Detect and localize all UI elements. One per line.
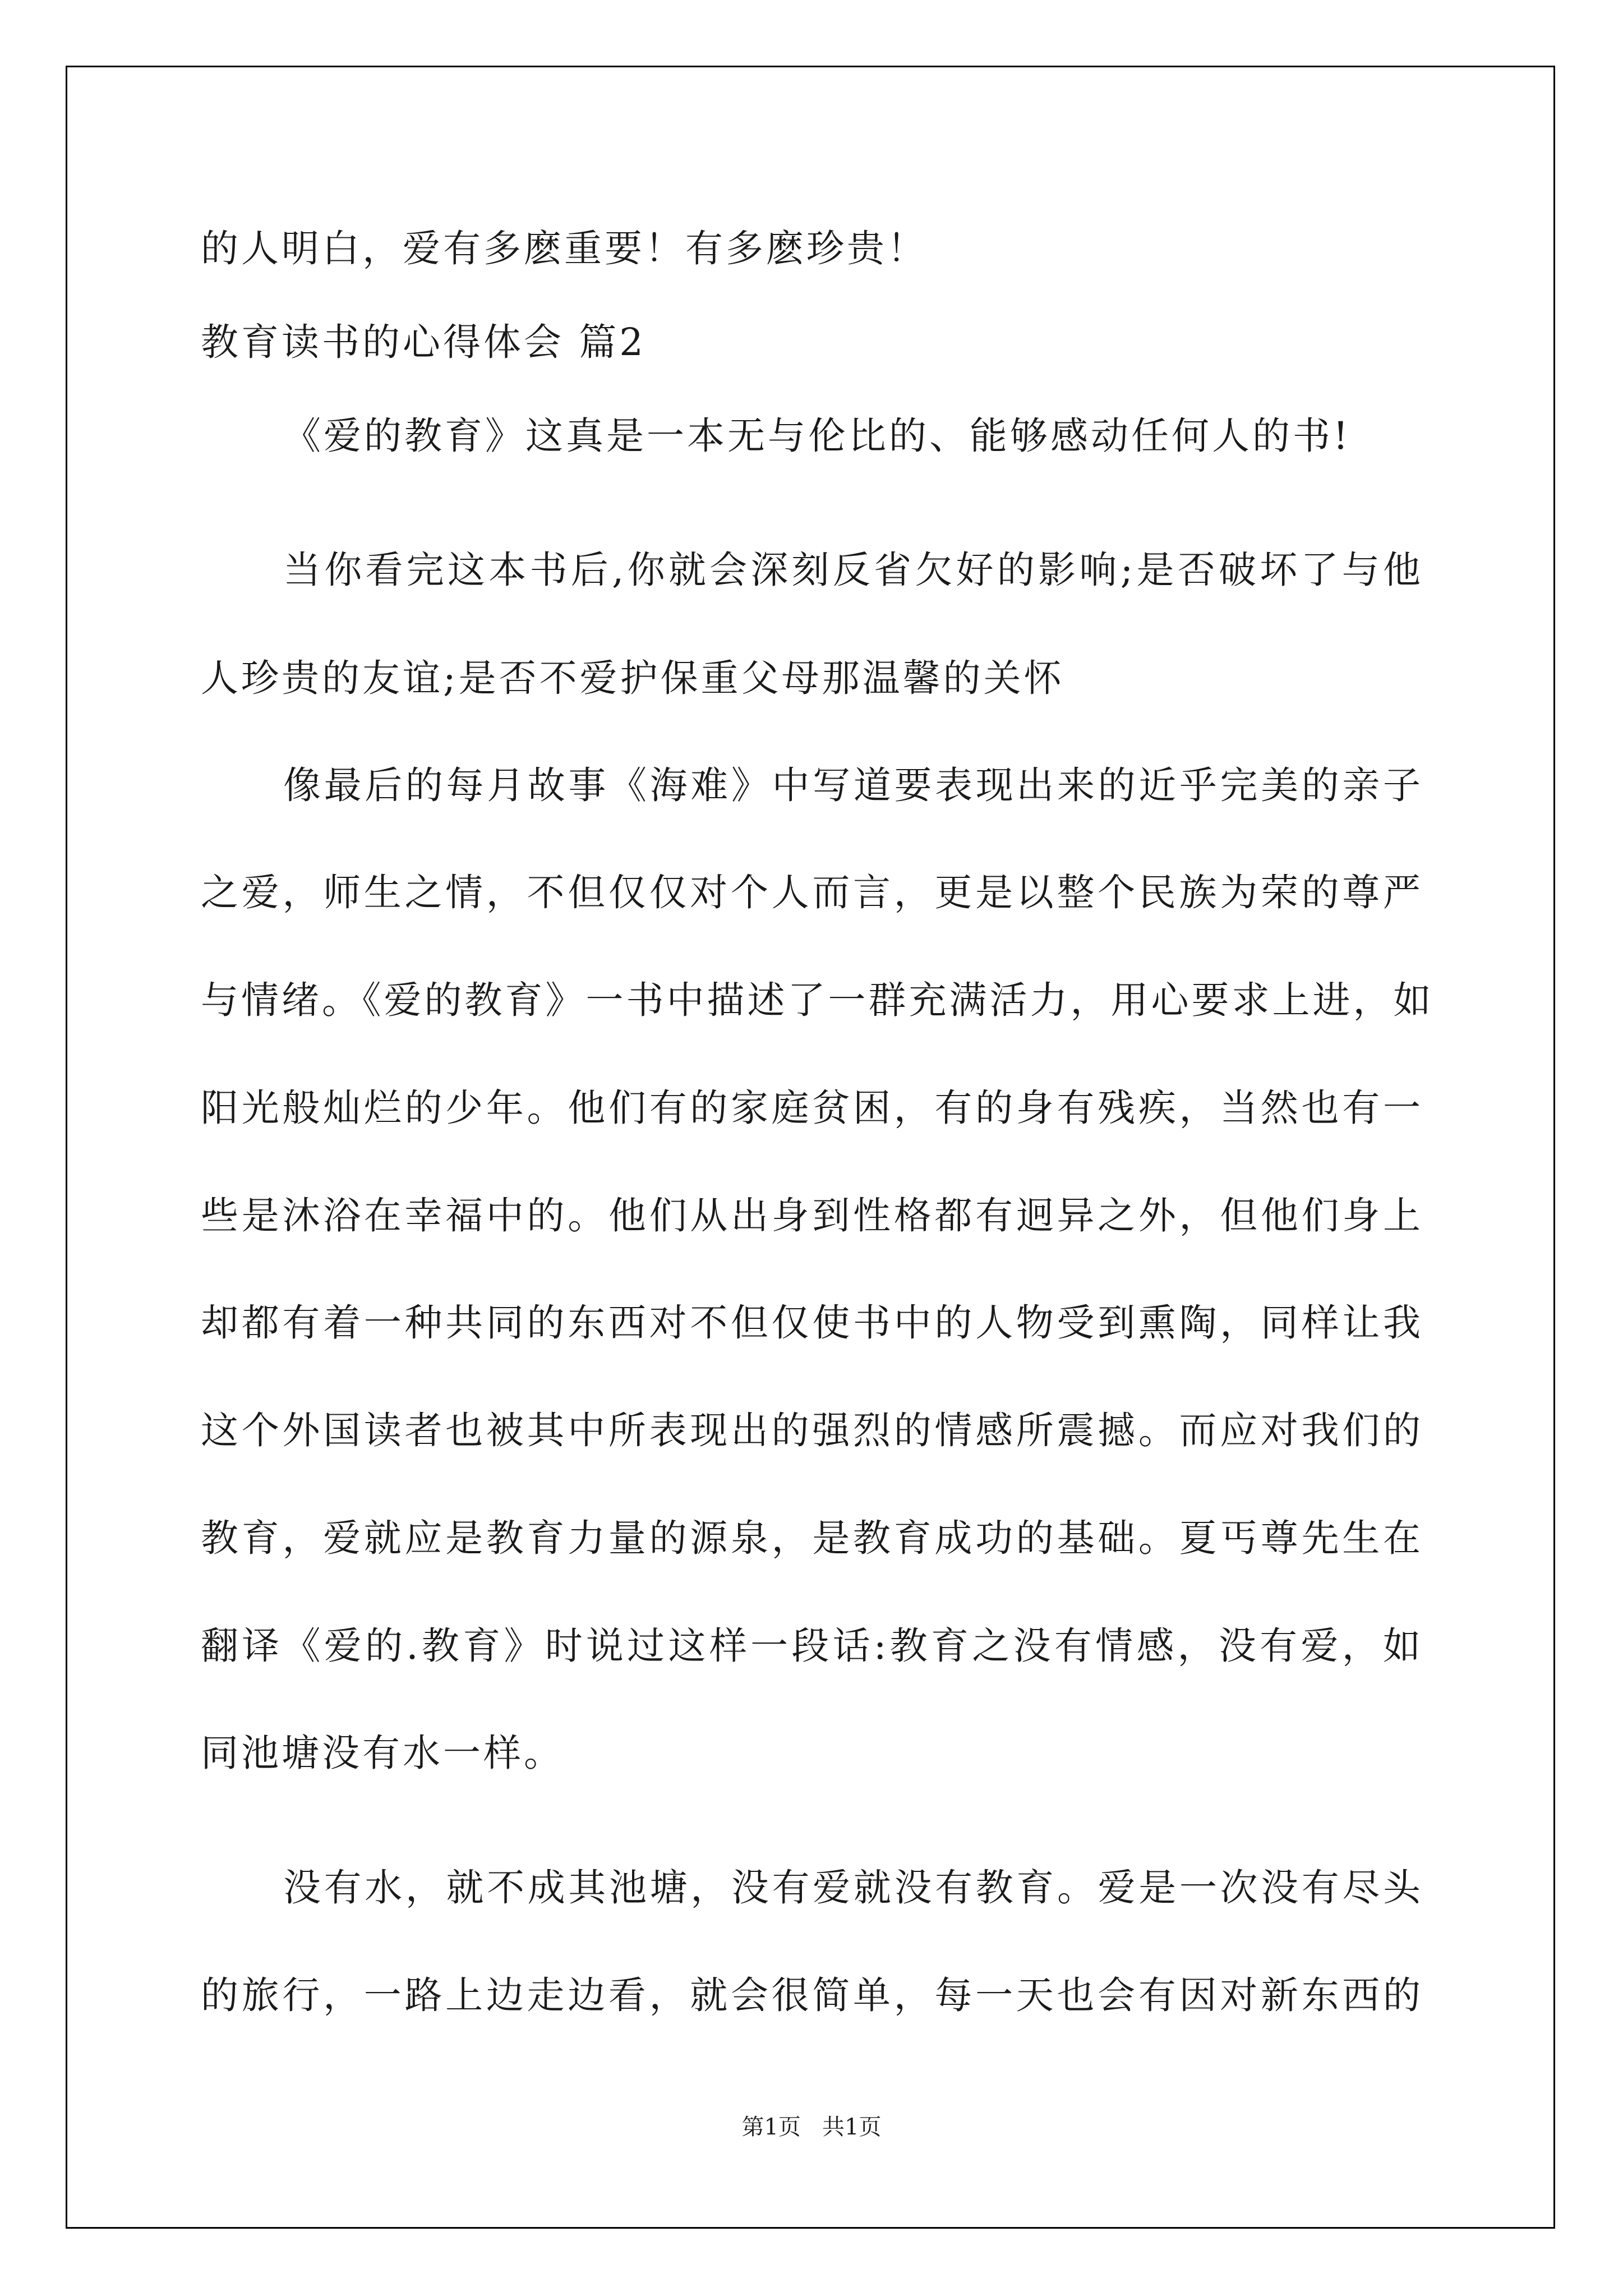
body-line: 同池塘没有水一样。 bbox=[201, 1731, 564, 1775]
body-line: 人珍贵的友谊;是否不爱护保重父母那温馨的关怀 bbox=[201, 656, 1064, 700]
page-number-footer: 第1页 共1页 bbox=[741, 2114, 882, 2140]
body-line: 像最后的每月故事《海难》中写道要表现出来的近乎完美的亲子 bbox=[283, 763, 1423, 807]
body-line: 当你看完这本书后,你就会深刻反省欠好的影响;是否破坏了与他 bbox=[283, 548, 1423, 592]
body-line: 与情绪。《爱的教育》一书中描述了一群充满活力，用心要求上进，如 bbox=[201, 978, 1434, 1022]
body-line: 的旅行，一路上边走边看，就会很简单，每一天也会有因对新东西的 bbox=[201, 1973, 1423, 2017]
section-heading: 教育读书的心得体会 篇2 bbox=[201, 320, 646, 364]
body-line: 些是沐浴在幸福中的。他们从出身到性格都有迥异之外，但他们身上 bbox=[201, 1194, 1423, 1237]
body-line: 之爱，师生之情，不但仅仅对个人而言，更是以整个民族为荣的尊严 bbox=[201, 871, 1423, 914]
body-line: 的人明白，爱有多麽重要！有多麽珍贵！ bbox=[201, 227, 928, 270]
body-line: 这个外国读者也被其中所表现出的强烈的情感所震撼。而应对我们的 bbox=[201, 1409, 1423, 1452]
body-line: 翻译《爱的.教育》时说过这样一段话:教育之没有情感，没有爱，如 bbox=[201, 1624, 1423, 1668]
body-line: 《爱的教育》这真是一本无与伦比的、能够感动任何人的书! bbox=[283, 414, 1351, 458]
body-line: 没有水，就不成其池塘，没有爱就没有教育。爱是一次没有尽头 bbox=[283, 1866, 1423, 1910]
body-line: 阳光般灿烂的少年。他们有的家庭贫困，有的身有残疾，当然也有一 bbox=[201, 1086, 1423, 1130]
body-line: 却都有着一种共同的东西对不但仅使书中的人物受到熏陶，同样让我 bbox=[201, 1301, 1423, 1345]
body-line: 教育，爱就应是教育力量的源泉，是教育成功的基础。夏丐尊先生在 bbox=[201, 1516, 1423, 1560]
